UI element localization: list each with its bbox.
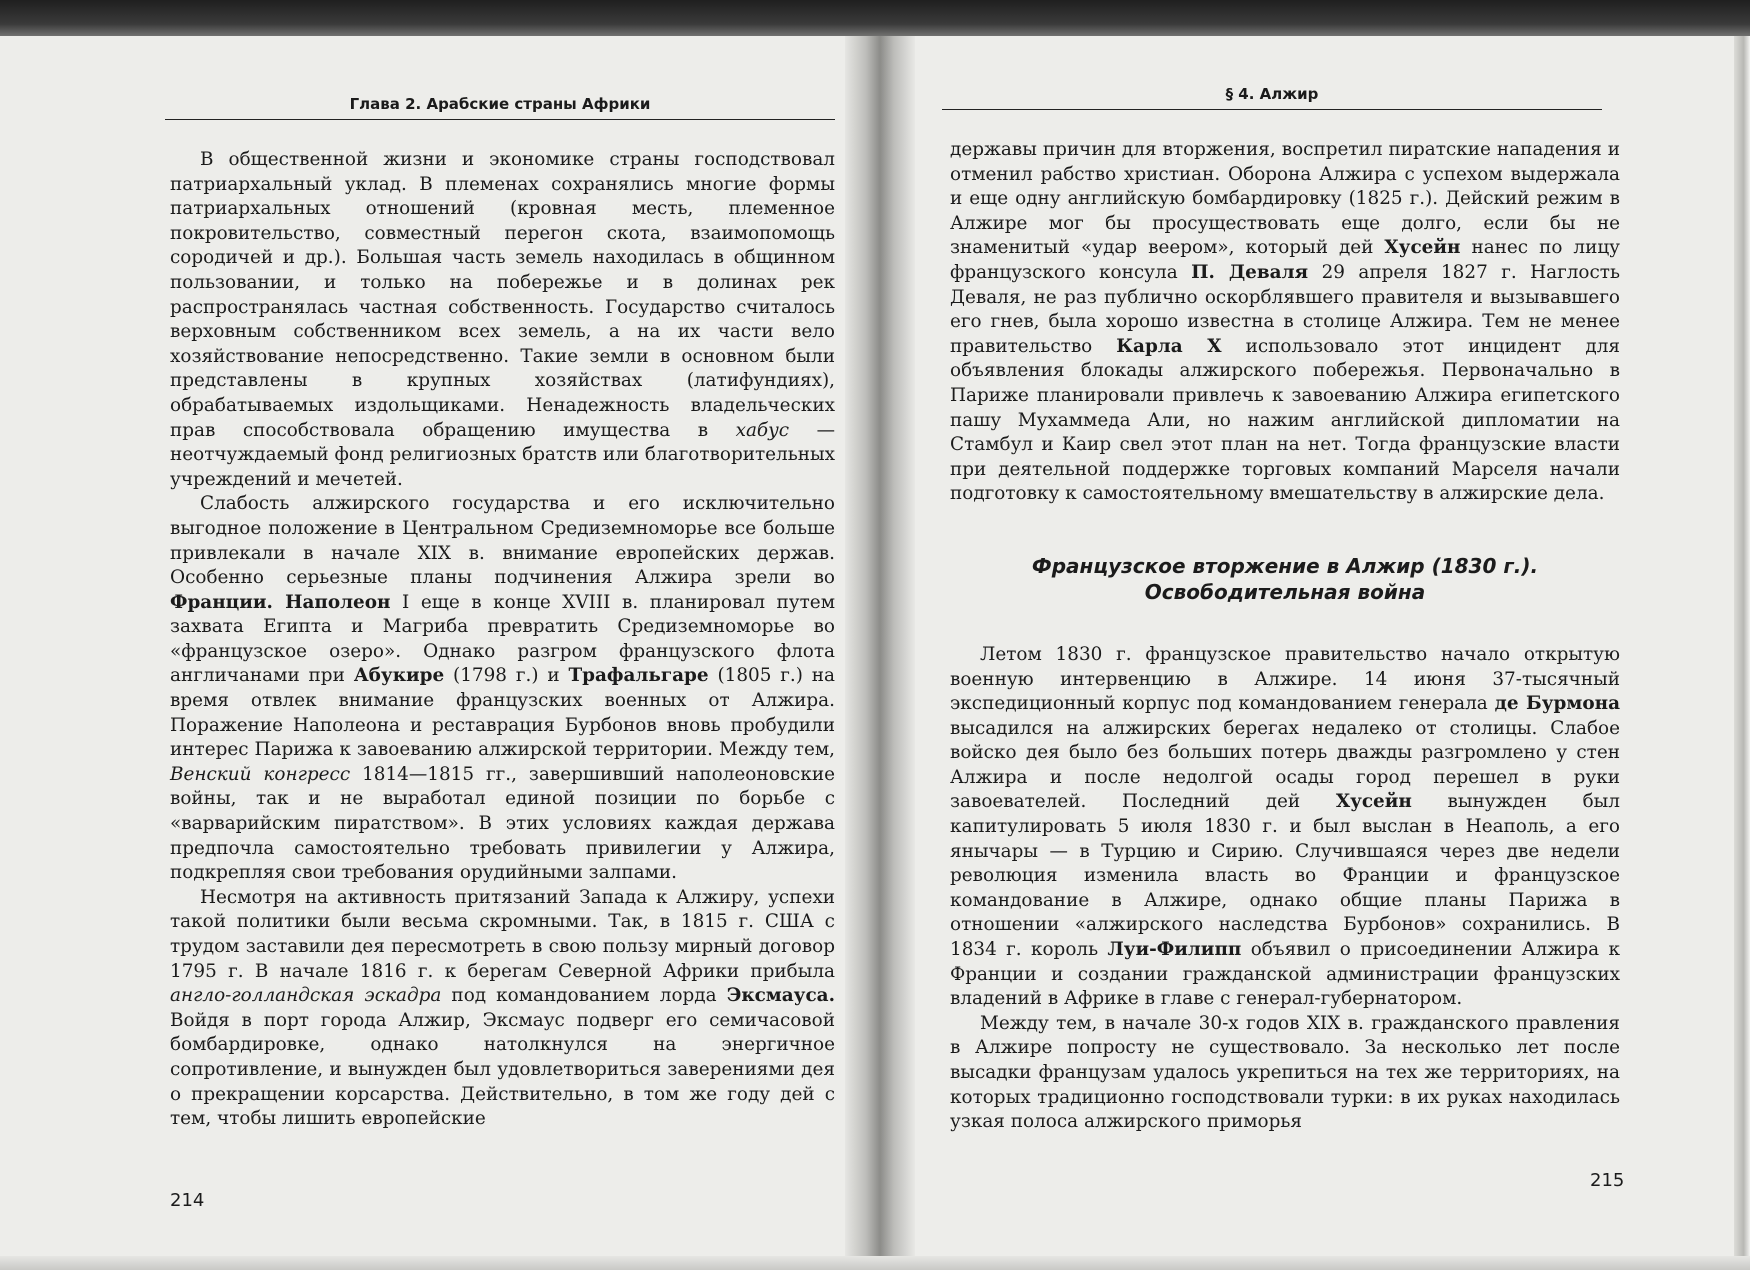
text-run: Летом 1830 г. французское правительство начало открытую военную интервенцию в Алжире. 14 июня 37-тысячный экспедиционный корпус под командованием генерала	[950, 643, 1620, 715]
text-run: I еще в конце XVIII в. планировал путем захвата Египта и Магриба превратить Средиземноморье во «французское озеро». Однако разгром французского флота англичанами при	[170, 591, 835, 687]
text-run: вынужден был капитулировать 5 июля 1830 г. и был выслан в Неаполь, а его янычары — в Турцию и Сирию. Случившаяся через две недели революция изменила власть во Франции и французское командование в Алжире, однако общие планы Парижа в отношении «алжирского наследства Бурбонов» сохранились. В 1834 г. король	[950, 791, 1620, 961]
running-head-left: Глава 2. Арабские страны Африки	[165, 95, 835, 120]
text-run: использовало этот инцидент для объявления блокады алжирского побережья. Первоначально в Париже планировали привлечь к завоеванию Алжира египетского пашу Мухаммеда Али, но нажим английской дипломатии на Стамбул и Каир свел этот план на нет. Тогда французские власти при деятельной поддержке торговых компаний Марселя начали подготовку к самостоятельному вмешательству в алжирские дела.	[950, 335, 1620, 505]
bold-term: де Бурмона	[1494, 693, 1620, 715]
italic-term: англо-голландская эскадра	[170, 985, 442, 1007]
paragraph	[170, 148, 835, 492]
text-run: В общественной жизни и экономике страны господствовал патриархальный уклад. В племенах сохранялись многие формы патриархальных отношений (кровная месть, племенное покровительство, совместный перегон скота, взаимопомощь сородичей и др.). Большая часть земель находилась в общинном пользовании, и только на побережье и в долинах рек распространялась частная собственность. Государство считалось верховным собственником всех земель, а на их части вело хозяйствование непосредственно. Такие земли в основном были представлены в крупных хозяйствах (латифундиях), обрабатываемых издольщиками. Ненадежность владельческих прав способствовала обращению имущества в	[170, 149, 835, 441]
text-run: объявил о присоединении Алжира к Франции и создании гражданской администрации французских владений в Африке в главе с генерал-губернатором.	[950, 939, 1620, 1010]
bold-term: Хусейн	[1384, 237, 1461, 259]
page-edge	[1734, 36, 1750, 1270]
right-page-body-top	[950, 138, 1620, 507]
text-run: Несмотря на активность притязаний Запада к Алжиру, успехи такой политики были весьма скромными. Так, в 1815 г. США с трудом заставили дея пересмотреть в свою пользу мирный договор 1795 г. В начале 1816 г. к берегам Северной Африки прибыла	[170, 886, 835, 982]
section-title-line2: Освободительная война	[1144, 579, 1426, 604]
left-page	[170, 95, 835, 1132]
text-run: 1814—1815 гг., завершивший наполеоновские войны, так и не выработал единой позиции по борьбе с «варварийским пиратством». В этих условиях каждая держава предпочла самостоятельно требовать привилегии у Алжира, подкрепляя свои требования орудийными залпами.	[170, 763, 835, 884]
bold-term: Луи-Филипп	[1107, 939, 1242, 961]
text-run: Войдя в порт города Алжир, Эксмаус подверг его семичасовой бомбардировке, однако натолкнулся на энергичное сопротивление, и вынужден был удовлетвориться заверениями дея о прекращении корсарства. Действительно, в том же году дей с тем, чтобы лишить европейские	[170, 1009, 835, 1130]
bold-term: Франции. Наполеон	[170, 591, 391, 613]
text-run: 29 апреля 1827 г. Наглость Деваля, не раз публично оскорблявшего правителя и вызывавшего его гнев, была хорошо известна в столице Алжира. Тем не менее правительство	[950, 261, 1620, 357]
right-page-body-bottom	[950, 643, 1620, 1135]
text-run: высадился на алжирских берегах недалеко от столицы. Слабое войско дея было без больших потерь дважды разгромлено у стен Алжира и после недолгой осады город перешел в руки завоевателей. Последний дей	[950, 717, 1620, 813]
text-run: державы причин для вторжения, воспретил пиратские нападения и отменил рабство христиан. Оборона Алжира с успехом выдержала и еще одну английскую бомбардировку (1825 г.). Дейский режим в Алжире мог бы просуществовать еще долго, если бы не знаменитый «удар веером», который дей	[950, 139, 1620, 259]
right-page	[950, 85, 1620, 1135]
left-page-body	[170, 148, 835, 1132]
text-run: (1798 г.) и	[444, 665, 569, 687]
bold-term: Эксмауса.	[726, 985, 835, 1007]
paragraph	[950, 138, 1620, 507]
bold-term: Абукире	[353, 665, 445, 687]
bold-term: П. Деваля	[1191, 261, 1309, 283]
paragraph	[170, 492, 835, 886]
text-run: (1805 г.) на время отвлек внимание французских военных от Алжира. Поражение Наполеона и реставрация Бурбонов вновь пробудили интерес Парижа к завоеванию алжирской территории. Между тем,	[170, 665, 836, 761]
text-run: — неотчуждаемый фонд религиозных братств или благотворительных учреждений и мечетей.	[170, 419, 835, 490]
paragraph	[170, 886, 835, 1132]
text-run: нанес по лицу французского консула	[950, 237, 1620, 283]
page-bottom-edge	[0, 1256, 1750, 1270]
italic-term: хабус	[735, 419, 790, 441]
text-run: под командованием лорда	[441, 985, 727, 1007]
section-title-line1: Французское вторжение в Алжир (1830 г.).	[1031, 553, 1539, 578]
bold-term: Трафальгаре	[568, 665, 709, 687]
text-run: Между тем, в начале 30-х годов XIX в. гражданского правления в Алжире попросту не существовало. За несколько лет после высадки французам удалось укрепиться на тех же территориях, на которых традиционно господствовали турки: в их руках находилась узкая полоса алжирского приморья	[950, 1012, 1620, 1133]
section-title	[950, 553, 1620, 605]
bold-term: Карла X	[1116, 335, 1222, 357]
paragraph	[950, 643, 1620, 1012]
bold-term: Хусейн	[1335, 791, 1412, 813]
text-run: Слабость алжирского государства и его исключительно выгодное положение в Центральном Средиземноморье все больше привлекали в начале XIX в. внимание европейских держав. Особенно серьезные планы подчинения Алжира зрели во	[170, 493, 835, 589]
running-head-right: § 4. Алжир	[942, 85, 1602, 110]
page-number-left: 214	[170, 1190, 205, 1211]
book-gutter	[845, 36, 915, 1270]
italic-term: Венский конгресс	[170, 763, 351, 785]
page-number-right: 215	[1590, 1170, 1625, 1191]
paragraph	[950, 1012, 1620, 1135]
